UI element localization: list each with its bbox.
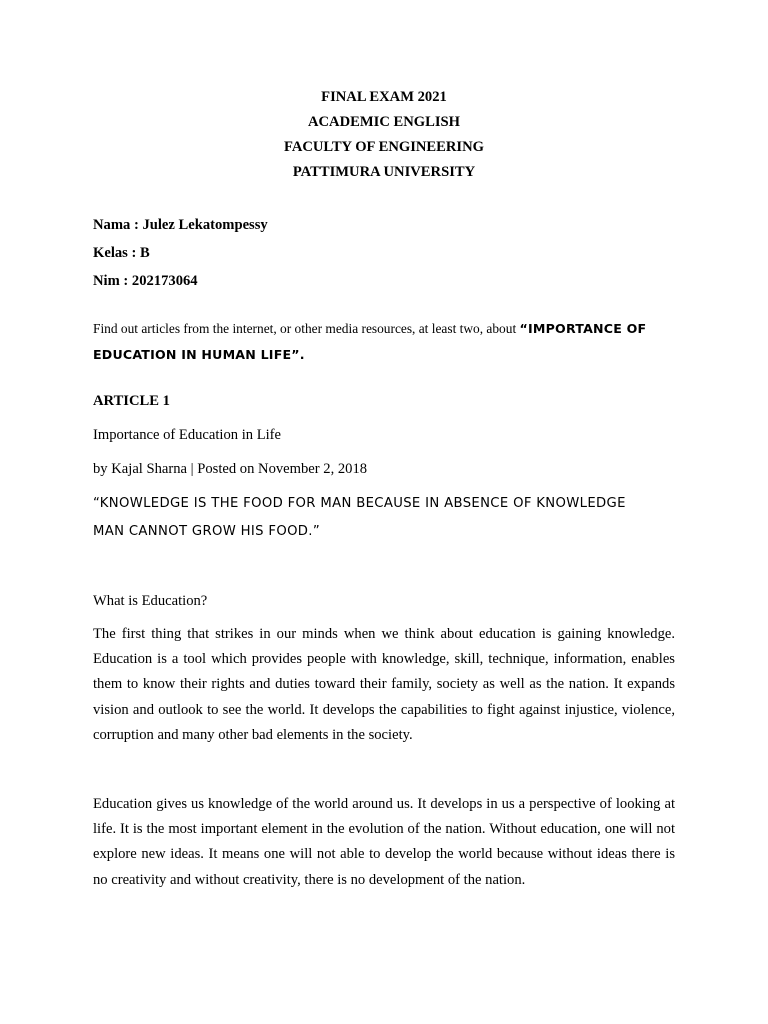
paragraph-text: Education gives us knowledge of the world around us. It develops in us a perspective of looking at life. It is the most important element in the evolution of the nation. Without education, one will not explore new ideas. It means one will not able to develop the world because without ideas there is no creativity and without creativity, there is no development of the nation.	[93, 796, 675, 888]
task-topic-part2: EDUCATION IN HUMAN LIFE”.	[93, 347, 305, 362]
header-course: ACADEMIC ENGLISH	[307, 114, 461, 130]
header-university: PATTIMURA UNIVERSITY	[292, 164, 476, 180]
article-heading: ARTICLE 1	[93, 393, 170, 409]
task-instruction	[93, 320, 646, 338]
article-byline: by Kajal Sharna | Posted on November 2, 2018	[93, 461, 368, 477]
header-faculty: FACULTY OF ENGINEERING	[283, 139, 484, 155]
article-paragraph-1	[93, 622, 675, 748]
task-topic-part1: “IMPORTANCE OF	[519, 321, 647, 336]
article-title: Importance of Education in Life	[93, 427, 282, 443]
article-subheading: What is Education?	[93, 593, 208, 609]
article-quote-line2: MAN CANNOT GROW HIS FOOD.”	[93, 524, 321, 539]
student-nim: Nim : 202173064	[93, 273, 198, 289]
student-name: Nama : Julez Lekatompessy	[93, 217, 268, 233]
article-quote-line1: “KNOWLEDGE IS THE FOOD FOR MAN BECAUSE IN ABSENCE OF KNOWLEDGE	[93, 496, 626, 511]
task-intro: Find out articles from the internet, or other media resources, at least two, about	[93, 321, 520, 336]
paragraph-text: The first thing that strikes in our minds when we think about education is gaining knowledge. Education is a tool which provides people with knowledge, skill, technique, information, enables them to know their rights and duties toward their family, society as well as the nation. It expands vision and outlook to see the world. It develops the capabilities to fight against injustice, violence, corruption and many other bad elements in the society.	[93, 626, 675, 743]
article-paragraph-2	[93, 792, 675, 893]
header-exam-title: FINAL EXAM 2021	[321, 89, 447, 105]
student-class: Kelas : B	[93, 245, 150, 261]
